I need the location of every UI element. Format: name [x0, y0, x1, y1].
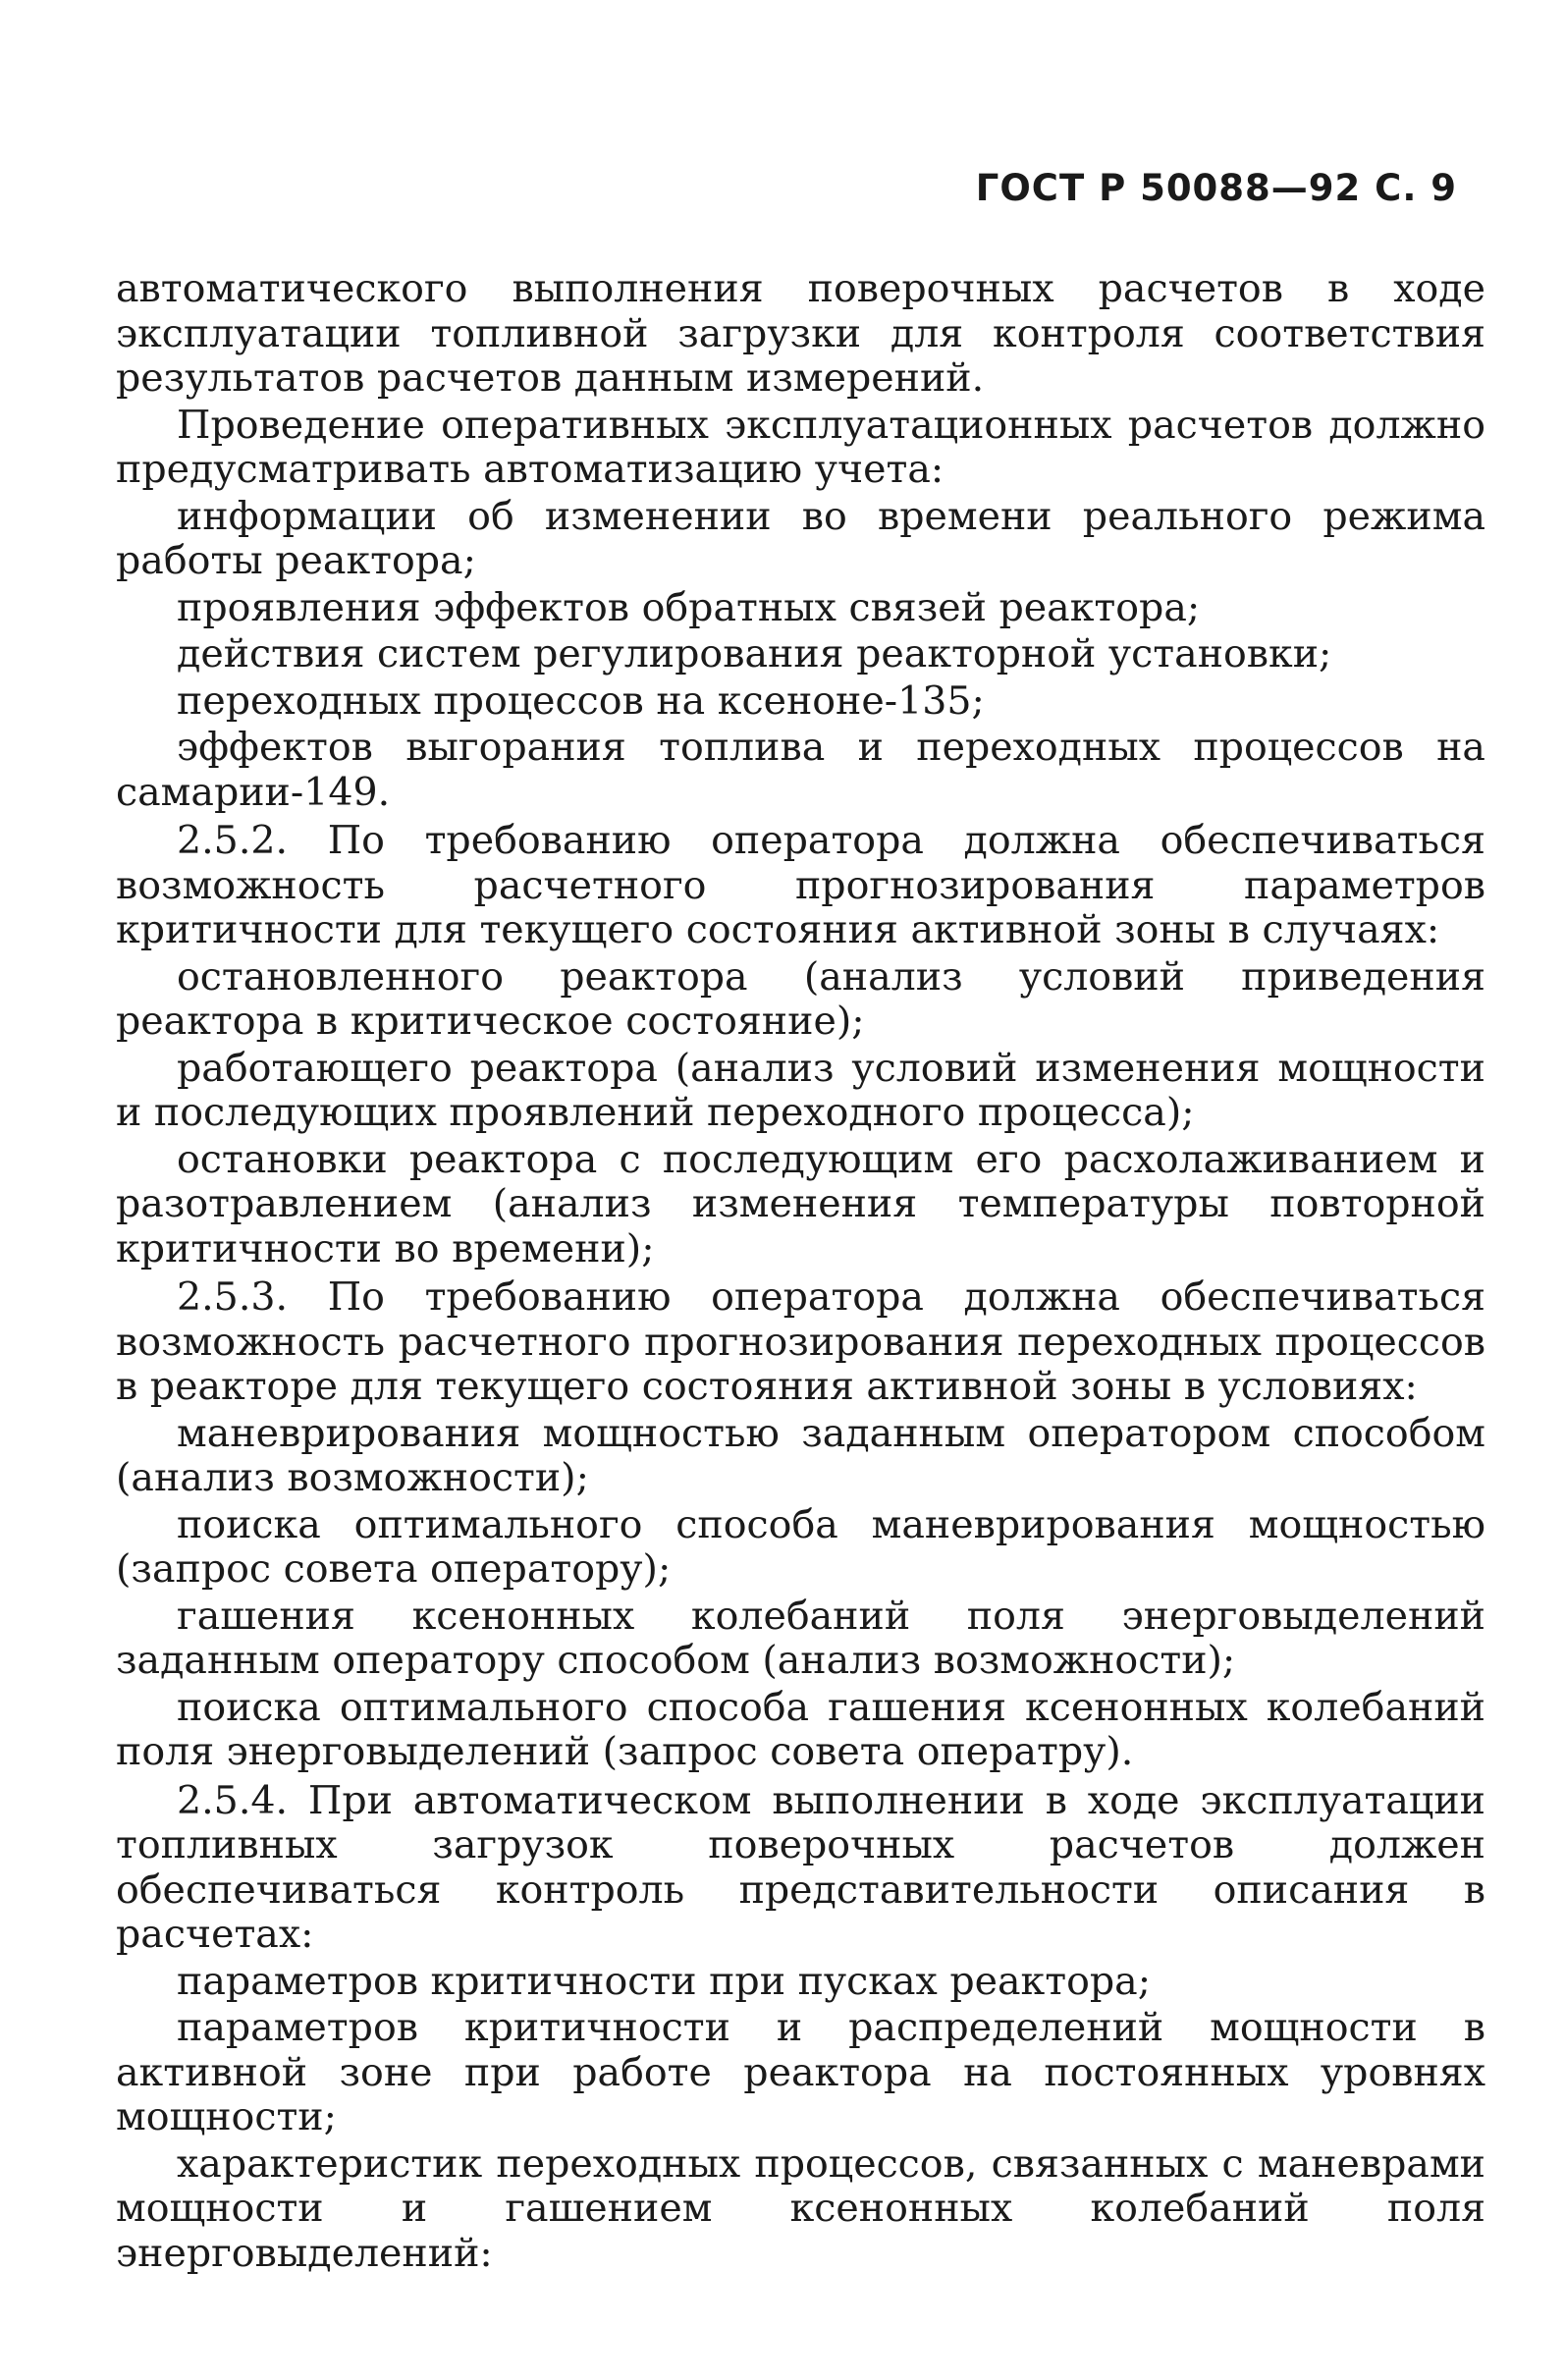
paragraph: Проведение оперативных эксплуатационных расчетов должно предусматривать автоматизацию учета: — [116, 402, 1485, 492]
page-header: ГОСТ Р 50088—92 С. 9 — [975, 167, 1457, 209]
list-item: эффектов выгорания топлива и переходных процессов на самарии-149. — [116, 725, 1485, 815]
list-item: параметров критичности при пусках реактора; — [177, 1958, 1152, 2004]
list-item: действия систем регулирования реакторной установки; — [177, 631, 1332, 676]
list-item: поиска оптимального способа гашения ксенонных колебаний поля энерговыделений (запрос совета оперaтру). — [116, 1684, 1485, 1774]
list-item: параметров критичности и распределений мощности в активной зоне при работе реактора на постоянных уровнях мощности; — [116, 2005, 1485, 2139]
paragraph: автоматического выполнения поверочных расчетов в ходе эксплуатации топливной загрузки для контроля соответствия результатов расчетов данным измерений. — [116, 266, 1485, 401]
section-2-5-3: 2.5.3. По требованию оператора должна обеспечиваться возможность расчетного прогнозирования переходных процессов в реакторе для текущего состояния активной зоны в условиях: — [116, 1274, 1485, 1409]
list-item: переходных процессов на ксеноне-135; — [177, 677, 985, 724]
section-2-5-2: 2.5.2. По требованию оператора должна обеспечиваться возможность расчетного прогнозирования параметров критичности для текущего состояния активной зоны в случаях: — [116, 818, 1485, 952]
list-item: информации об изменении во времени реального режима работы реактора; — [116, 493, 1485, 583]
list-item: остановки реактора с последующим его расхолаживанием и разотравлением (анализ изменения температуры повторной критичности во времени); — [116, 1136, 1485, 1271]
list-item: характеристик переходных процессов, связанных с маневрами мощности и гашением ксенонных колебаний поля энерговыделений: — [116, 2140, 1485, 2276]
list-item: гашения ксенонных колебаний поля энерговыделений заданным оператору способом (анализ возможности); — [116, 1593, 1485, 1683]
document-body — [116, 267, 1485, 2278]
list-item: проявления эффектов обратных связей реактора; — [177, 584, 1201, 630]
list-item: остановленного реактора (анализ условий приведения реактора в критическое состояние); — [116, 953, 1485, 1044]
list-item: маневрирования мощностью заданным оператором способом (анализ возможности); — [116, 1410, 1485, 1500]
list-item: работающего реактора (анализ условий изменения мощности и последующих проявлений переходного процесса); — [116, 1045, 1485, 1135]
list-item: поиска оптимального способа маневрирования мощностью (запрос совета оператору); — [116, 1501, 1485, 1592]
section-2-5-4: 2.5.4. При автоматическом выполнении в ходе эксплуатации топливных загрузок поверочных расчетов должен обеспечиваться контроль представительности описания в расчетах: — [116, 1777, 1485, 1957]
